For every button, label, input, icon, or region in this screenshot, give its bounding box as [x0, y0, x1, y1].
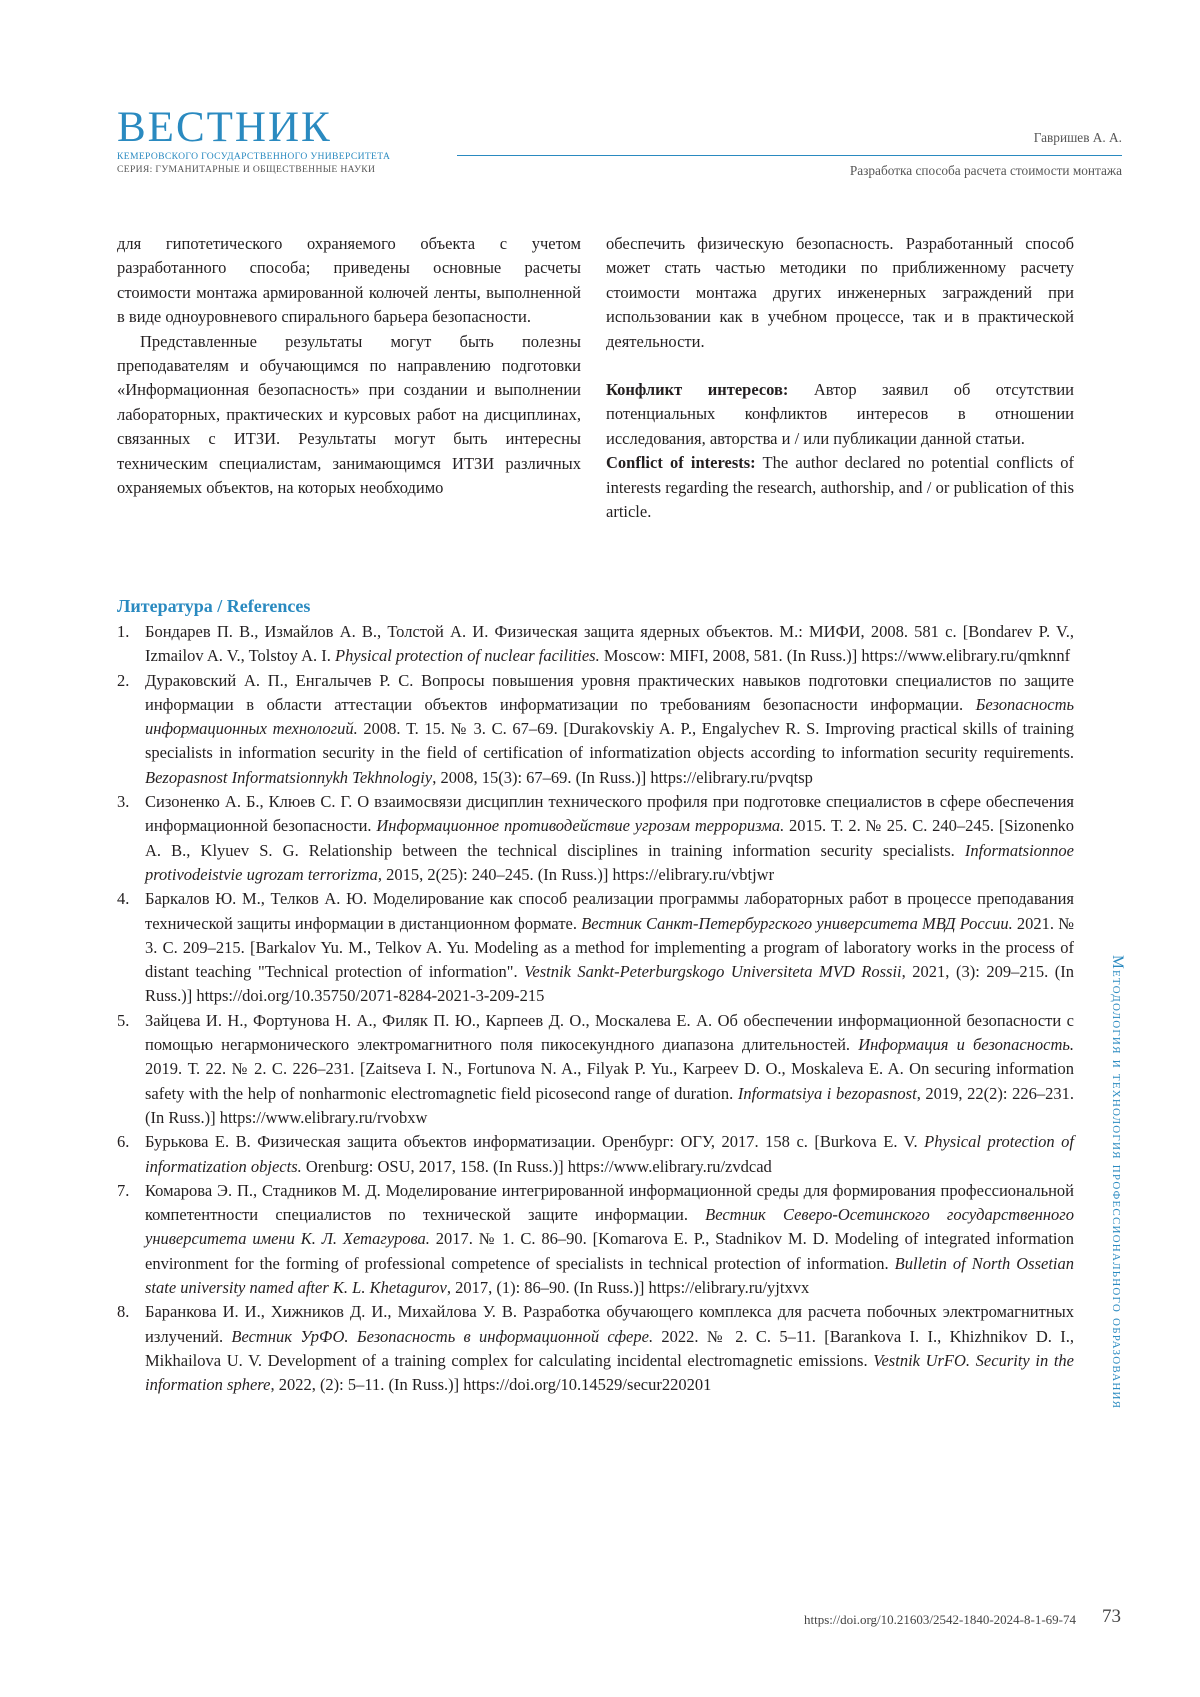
reference-number: 2. [117, 670, 130, 690]
reference-number: 5. [117, 1010, 130, 1030]
reference-number: 7. [117, 1180, 130, 1200]
reference-text [145, 1130, 1074, 1179]
body-column-left [117, 232, 581, 500]
reference-text [145, 790, 1074, 887]
reference-text [145, 887, 1074, 1008]
reference-segment: 2015, 2(25): 240–245. (In Russ.)] https://elibrary.ru/vbtjwr [381, 864, 775, 884]
reference-segment: 2015. Т. 2. № 25. С. 240–245. [Sizonenko A. B., Klyuev S. G. Relationship between the technical disciplines in training information security specialists. [145, 816, 1074, 860]
references-list [117, 620, 1074, 1398]
reference-source-title: Вестник Санкт-Петербургского университета МВД России. [581, 913, 1013, 933]
reference-segment: Orenburg: OSU, 2017, 158. (In Russ.)] https://www.elibrary.ru/zvdcad [301, 1156, 772, 1176]
body-paragraph: для гипотетического охраняемого объекта с учетом разработанного способа; приведены основные расчеты стоимости монтажа армированной колючей ленты, выполненной в виде одноуровневого спирального барьера безопасности. [117, 234, 581, 327]
reference-segment: 2017. № 1. С. 86–90. [Komarova E. P., Stadnikov M. D. Modeling of integrated information environment for the forming of professional competence of specialists in technical protection of information. [145, 1229, 1074, 1273]
reference-segment: 2019. Т. 22. № 2. С. 226–231. [Zaitseva I. N., Fortunova N. A., Filyak P. Yu., Karpeev D. O., Moskaleva E. A. On securing information safety with the help of nonharmonic electromagnetic field picosecond range of duration. [145, 1059, 1074, 1103]
reference-segment: Дураковский А. П., Енгалычев Р. С. Вопросы повышения уровня практических навыков подготовки специалистов по защите информации в области аттестации объектов информатизации по требованиям безопасности информации. [145, 670, 1074, 714]
reference-item [117, 1130, 1074, 1179]
reference-item [117, 1009, 1074, 1130]
reference-segment: Бондарев П. В., Измайлов А. В., Толстой А. И. Физическая защита ядерных объектов. М.: МИФИ, 2008. 581 с. [Bondarev P. V., Izmailov A. V., Tolstoy A. I. [145, 622, 1074, 666]
reference-item [117, 790, 1074, 887]
reference-segment: , 2017, (1): 86–90. (In Russ.)] https://elibrary.ru/yjtxvx [446, 1278, 810, 1298]
reference-item [117, 620, 1074, 669]
reference-segment: 2008. Т. 15. № 3. С. 67–69. [Durakovskiy A. P., Engalychev R. S. Improving practical skills of training specialists in information security in the field of certification of informatization objects according to information security requirements. [145, 719, 1075, 763]
header-divider [457, 155, 1122, 156]
journal-title: ВЕСТНИК [117, 104, 332, 151]
footer-doi-link[interactable]: https://doi.org/10.21603/2542-1840-2024-8-1-69-74 [803, 1612, 1076, 1627]
reference-source-title: Вестник УрФО. Безопасность в информационной сфере. [231, 1326, 654, 1346]
reference-segment: Moscow: MIFI, 2008, 581. (In Russ.)] https://www.elibrary.ru/qmknnf [599, 646, 1071, 666]
journal-series: СЕРИЯ: ГУМАНИТАРНЫЕ И ОБЩЕСТВЕННЫЕ НАУКИ [117, 164, 376, 175]
journal-subtitle: КЕМЕРОВСКОГО ГОСУДАРСТВЕННОГО УНИВЕРСИТЕТА [117, 151, 391, 162]
reference-text [145, 620, 1074, 669]
reference-number: 1. [117, 622, 130, 641]
reference-segment: , 2008, 15(3): 67–69. (In Russ.)] https://elibrary.ru/pvqtsp [432, 767, 813, 787]
reference-number: 4. [117, 889, 130, 909]
reference-source-title: Информация и безопасность. [858, 1035, 1075, 1055]
reference-source-title: Physical protection of informatization objects. [145, 1132, 1075, 1176]
reference-text [145, 669, 1074, 790]
conflict-en-text: The author declared no potential conflicts of interests regarding the research, authorship, and / or publication of this article. [606, 453, 1074, 522]
conflict-ru-label: Конфликт интересов: [606, 380, 789, 400]
reference-segment: Бурькова Е. В. Физическая защита объектов информатизации. Оренбург: ОГУ, 2017. 158 с. [Burkova E. V. [145, 1132, 925, 1152]
body-paragraph: обеспечить физическую безопасность. Разработанный способ может стать частью методики по приближенному расчету стоимости монтажа других инженерных заграждений при использовании как в учебном процессе, так и в практической деятельности. [606, 234, 1074, 351]
reference-segment: Баркалов Ю. М., Телков А. Ю. Моделирование как способ реализации программы лабораторных работ в процессе преподавания технической защиты информации в дистанционном формате. [145, 889, 1074, 933]
body-column-right [606, 232, 1074, 524]
reference-segment: Баранкова И. И., Хижников Д. И., Михайлова У. В. Разработка обучающего комплекса для расчета побочных электромагнитных излучений. [145, 1302, 1074, 1346]
reference-source-title: Безопасность информационных технологий. [145, 694, 1074, 739]
reference-item [117, 1300, 1074, 1397]
reference-text [145, 1179, 1074, 1300]
reference-number: 3. [117, 792, 130, 812]
conflict-en-label: Conflict of interests: [606, 453, 756, 473]
reference-text [145, 1009, 1074, 1130]
reference-segment: , 2022, (2): 5–11. (In Russ.)] https://doi.org/10.14529/secur220201 [270, 1375, 712, 1395]
reference-source-title: Bezopasnost Informatsionnykh Tekhnologiy [145, 767, 433, 787]
reference-source-title: Вестник Северо-Осетинского государственного университета имени К. Л. Хетагурова. [145, 1205, 1074, 1249]
reference-number: 6. [117, 1132, 130, 1152]
reference-segment: Зайцева И. Н., Фортунова Н. А., Филяк П. Ю., Карпеев Д. О., Москалева Е. А. Об обеспечении информационной безопасности с помощью негармонического электромагнитного поля пикосекундного диапазона длительностей. [145, 1010, 1074, 1055]
journal-masthead [117, 104, 457, 176]
reference-item [117, 1179, 1074, 1300]
reference-segment: 2021. № 3. С. 209–215. [Barkalov Yu. M., Telkov A. Yu. Modeling as a method for implementing a program of laboratory works in the process of distant teaching "Technical protection of information". [145, 913, 1075, 982]
header-article-title: Разработка способа расчета стоимости монтажа [849, 163, 1122, 178]
paragraph-gap [606, 354, 1074, 378]
reference-text [145, 1300, 1074, 1397]
reference-source-title: Bulletin of North Ossetian state university named after K. L. Khetagurov [145, 1253, 1074, 1298]
section-side-label: Методология и технология профессионального образования [1109, 955, 1126, 1410]
reference-item [117, 669, 1074, 790]
reference-source-title: Informatsiya i bezopasnost [737, 1083, 917, 1103]
reference-segment: Сизоненко А. Б., Клюев С. Г. О взаимосвязи дисциплин технического профиля при подготовке специалистов в сфере обеспечения информационной безопасности. [145, 792, 1074, 836]
body-paragraph: Представленные результаты могут быть полезны преподавателям и обучающимся по направлению подготовки «Информационная безопасность» при создании и выполнении лабораторных, практических и курсовых работ на дисциплинах, связанных с ИТЗИ. Результаты могут быть интересны техническим специалистам, занимающимся ИТЗИ различных охраняемых объектов, на которых необходимо [117, 331, 581, 498]
conflict-of-interest-ru [606, 378, 1074, 451]
conflict-ru-text: Автор заявил об отсутствии потенциальных конфликтов интересов в отношении исследования, авторства и / или публикации данной статьи. [606, 380, 1075, 448]
reference-segment: 2022. № 2. С. 5–11. [Barankova I. I., Khizhnikov D. I., Mikhailova U. V. Development of a training complex for calculating incidental electromagnetic emissions. [145, 1326, 1074, 1370]
reference-segment: Комарова Э. П., Стадников М. Д. Моделирование интегрированной информационной среды для формирования профессиональной компетентности специалистов по технической защите информации. [145, 1180, 1074, 1225]
reference-source-title: Информационное противодействие угрозам терроризма. [376, 816, 785, 836]
reference-source-title: Vestnik Sankt-Peterburgskogo Universiteta MVD Rossii [524, 962, 902, 982]
reference-number: 8. [117, 1302, 130, 1322]
reference-segment: , 2021, (3): 209–215. (In Russ.)] https://doi.org/10.35750/2071-8284-2021-3-209-215 [145, 962, 1074, 1006]
reference-item [117, 887, 1074, 1008]
reference-source-title: Informatsionnoe protivodeistvie ugrozam terrorizma, [145, 840, 1074, 884]
reference-source-title: Physical protection of nuclear facilities. [334, 646, 600, 666]
reference-source-title: Vestnik UrFO. Security in the information sphere [145, 1350, 1074, 1395]
conflict-of-interest-en [606, 451, 1074, 524]
reference-segment: , 2019, 22(2): 226–231. (In Russ.)] https://www.elibrary.ru/rvobxw [145, 1083, 1074, 1127]
page-number: 73 [1102, 1606, 1121, 1627]
header-author: Гавришев А. А. [1033, 130, 1122, 145]
references-heading: Литература / References [117, 596, 311, 616]
